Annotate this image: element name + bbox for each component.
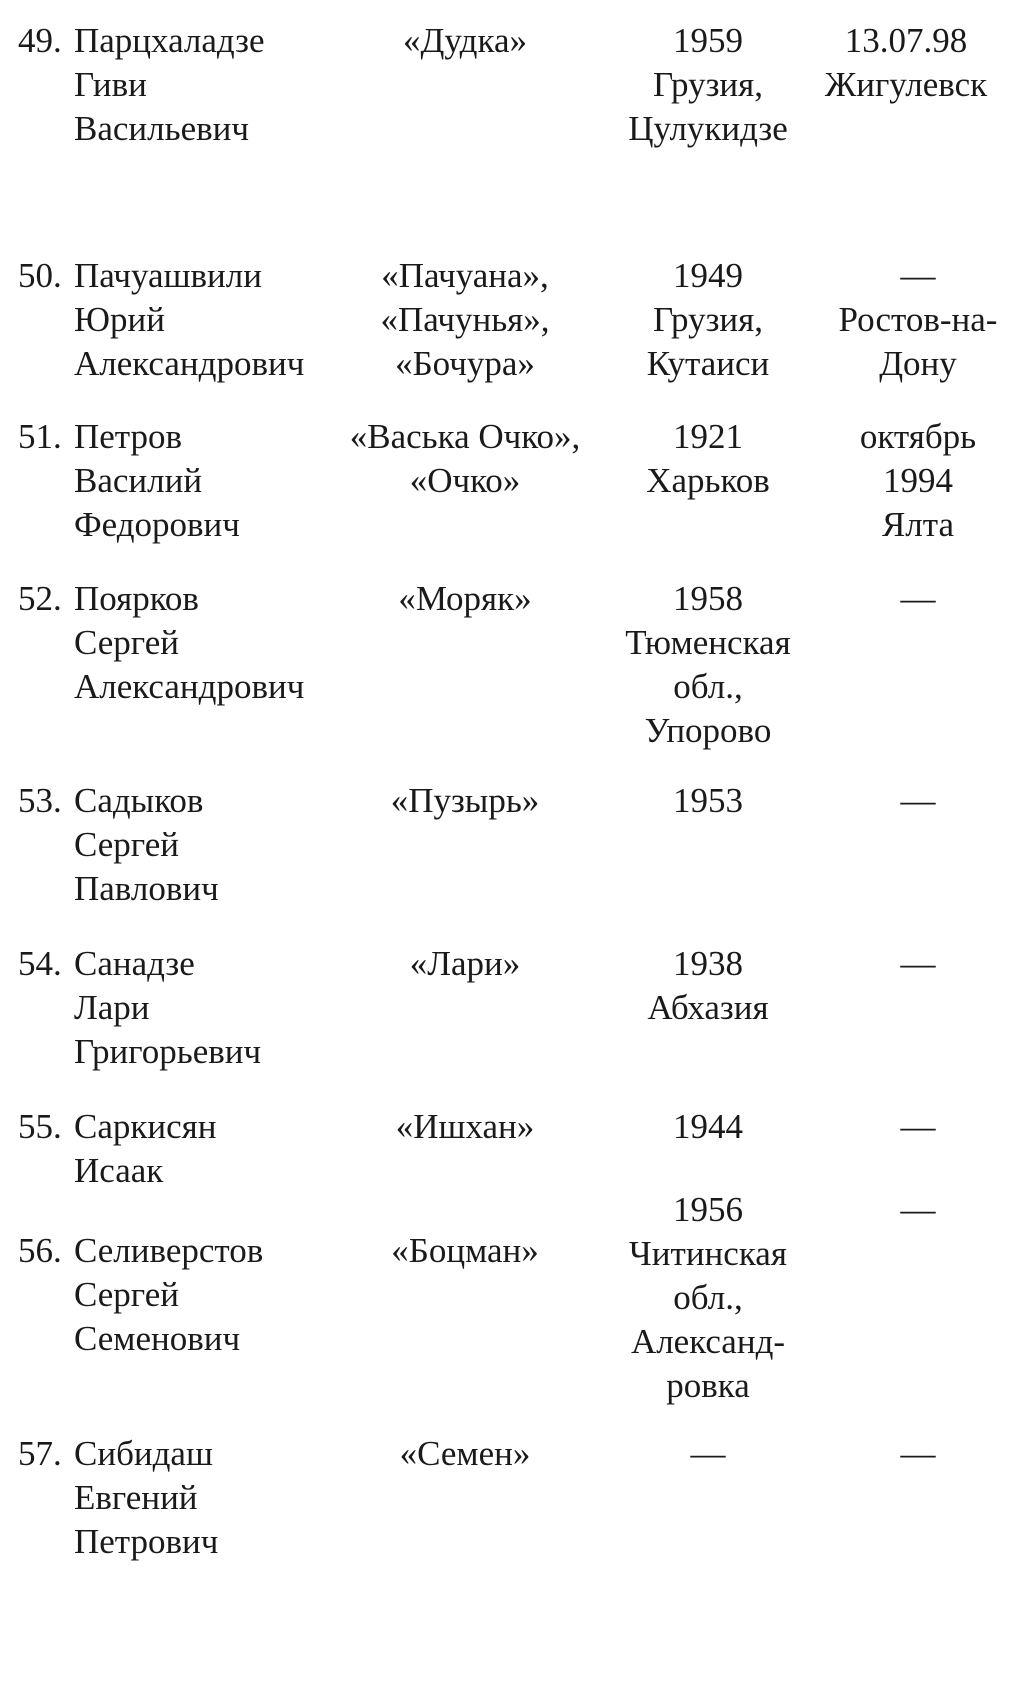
- birth-place-line: Грузия,: [653, 300, 763, 339]
- person-name: [74, 1105, 344, 1193]
- person-name: [74, 19, 344, 151]
- patronymic: Семенович: [74, 1319, 241, 1358]
- surname: Петров: [74, 417, 183, 456]
- entry-number: 56.: [18, 1231, 62, 1270]
- nickname: [330, 779, 600, 823]
- death-dash: —: [900, 781, 936, 820]
- birth-info: [608, 1432, 808, 1476]
- death-info: [812, 577, 1024, 621]
- birth-place-line: Абхазия: [647, 988, 769, 1027]
- death-info: [812, 1188, 1024, 1232]
- birth-info: [608, 19, 808, 151]
- nickname: [330, 19, 600, 63]
- death-date: 1994: [883, 461, 953, 500]
- birth-year: 1921: [673, 417, 743, 456]
- first-name: Василий: [74, 461, 203, 500]
- nickname-line: «Боцман»: [391, 1231, 539, 1270]
- birth-dash: —: [690, 1434, 726, 1473]
- nickname-line: «Семен»: [399, 1434, 531, 1473]
- entry-number: 50.: [18, 256, 62, 295]
- birth-info: [608, 415, 808, 503]
- birth-place-line: Харьков: [646, 461, 770, 500]
- first-name: Сергей: [74, 623, 179, 662]
- birth-place-line: Александ-: [630, 1322, 786, 1361]
- nickname-line: «Пачунья»,: [380, 300, 550, 339]
- person-name: [74, 577, 344, 709]
- nickname: [330, 1432, 600, 1476]
- person-name: [74, 942, 344, 1074]
- death-info: [812, 779, 1024, 823]
- birth-place-line: Цулукидзе: [628, 109, 788, 148]
- birth-place-line: Упорово: [644, 711, 772, 750]
- nickname-line: «Лари»: [409, 944, 521, 983]
- death-info: [800, 19, 1012, 107]
- surname: Саркисян: [74, 1107, 217, 1146]
- birth-place-line: Читинская: [629, 1234, 787, 1273]
- nickname: [330, 1229, 600, 1273]
- entry-number: 54.: [18, 944, 62, 983]
- patronymic: Федорович: [74, 505, 240, 544]
- surname: Селиверстов: [74, 1231, 264, 1270]
- nickname-line: «Бочура»: [395, 344, 535, 383]
- birth-info: [608, 254, 808, 386]
- death-dash: —: [900, 944, 936, 983]
- surname: Санадзе: [74, 944, 195, 983]
- entry-number: 57.: [18, 1434, 62, 1473]
- nickname: [330, 942, 600, 986]
- birth-info: [608, 942, 808, 1030]
- first-name: Евгений: [74, 1478, 198, 1517]
- entry-number: 51.: [18, 417, 62, 456]
- surname: Сибидаш: [74, 1434, 213, 1473]
- birth-year: 1949: [673, 256, 743, 295]
- nickname-line: «Пузырь»: [390, 781, 540, 820]
- person-name: [74, 1432, 344, 1564]
- death-date: октябрь: [859, 417, 977, 456]
- first-name: Сергей: [74, 1275, 179, 1314]
- birth-info: [608, 779, 808, 823]
- first-name: Гиви: [74, 65, 147, 104]
- birth-place-line: ровка: [666, 1366, 750, 1405]
- nickname-line: «Ишхан»: [395, 1107, 535, 1146]
- surname: Парцхаладзе: [74, 21, 265, 60]
- birth-place-line: Грузия,: [653, 65, 763, 104]
- death-info: [812, 942, 1024, 986]
- nickname: [330, 1105, 600, 1149]
- death-place: Ростов-на-: [838, 300, 998, 339]
- nickname-line: «Очко»: [409, 461, 521, 500]
- birth-place-line: Кутаиси: [646, 344, 770, 383]
- nickname: [330, 254, 600, 386]
- birth-year: 1944: [673, 1107, 743, 1146]
- birth-info: [608, 1105, 808, 1149]
- birth-year: 1959: [673, 21, 743, 60]
- entry-number: 49.: [18, 21, 62, 60]
- surname: Садыков: [74, 781, 204, 820]
- death-info: [812, 1105, 1024, 1149]
- death-place: Ялта: [881, 505, 955, 544]
- first-name: Сергей: [74, 825, 179, 864]
- nickname-line: «Пачуана»,: [381, 256, 549, 295]
- death-dash: —: [900, 1107, 936, 1146]
- nickname-line: «Моряк»: [398, 579, 532, 618]
- death-info: [812, 254, 1024, 386]
- person-name: [74, 779, 344, 911]
- death-dash: —: [900, 1190, 936, 1229]
- nickname: [330, 415, 600, 503]
- birth-year: 1938: [673, 944, 743, 983]
- birth-info: [608, 1188, 808, 1408]
- death-info: [812, 415, 1024, 547]
- death-dash: —: [900, 579, 936, 618]
- entry-number: 52.: [18, 579, 62, 618]
- birth-year: 1956: [673, 1190, 743, 1229]
- entry-number: 53.: [18, 781, 62, 820]
- birth-year: 1958: [673, 579, 743, 618]
- person-name: [74, 1229, 344, 1361]
- first-name: Юрий: [74, 300, 165, 339]
- death-dash: —: [900, 1434, 936, 1473]
- patronymic: Петрович: [74, 1522, 219, 1561]
- death-place: Дону: [879, 344, 957, 383]
- birth-year: 1953: [673, 781, 743, 820]
- patronymic: Васильевич: [74, 109, 249, 148]
- first-name: Исаак: [74, 1151, 164, 1190]
- surname: Поярков: [74, 579, 199, 618]
- first-name: Лари: [74, 988, 150, 1027]
- death-info: [812, 1432, 1024, 1476]
- birth-place-line: Тюменская: [625, 623, 791, 662]
- patronymic: Александрович: [74, 667, 305, 706]
- birth-place-line: обл.,: [673, 667, 743, 706]
- birth-info: [608, 577, 808, 753]
- person-name: [74, 415, 344, 547]
- entry-number: 55.: [18, 1107, 62, 1146]
- death-place: Жигулевск: [824, 65, 988, 104]
- person-name: [74, 254, 344, 386]
- patronymic: Александрович: [74, 344, 305, 383]
- nickname-line: «Дудка»: [403, 21, 527, 60]
- death-date: 13.07.98: [844, 21, 968, 60]
- surname: Пачуашвили: [74, 256, 262, 295]
- patronymic: Павлович: [74, 869, 219, 908]
- patronymic: Григорьевич: [74, 1032, 262, 1071]
- nickname: [330, 577, 600, 621]
- birth-place-line: обл.,: [673, 1278, 743, 1317]
- death-date: —: [900, 256, 936, 295]
- nickname-line: «Васька Очко»,: [349, 417, 581, 456]
